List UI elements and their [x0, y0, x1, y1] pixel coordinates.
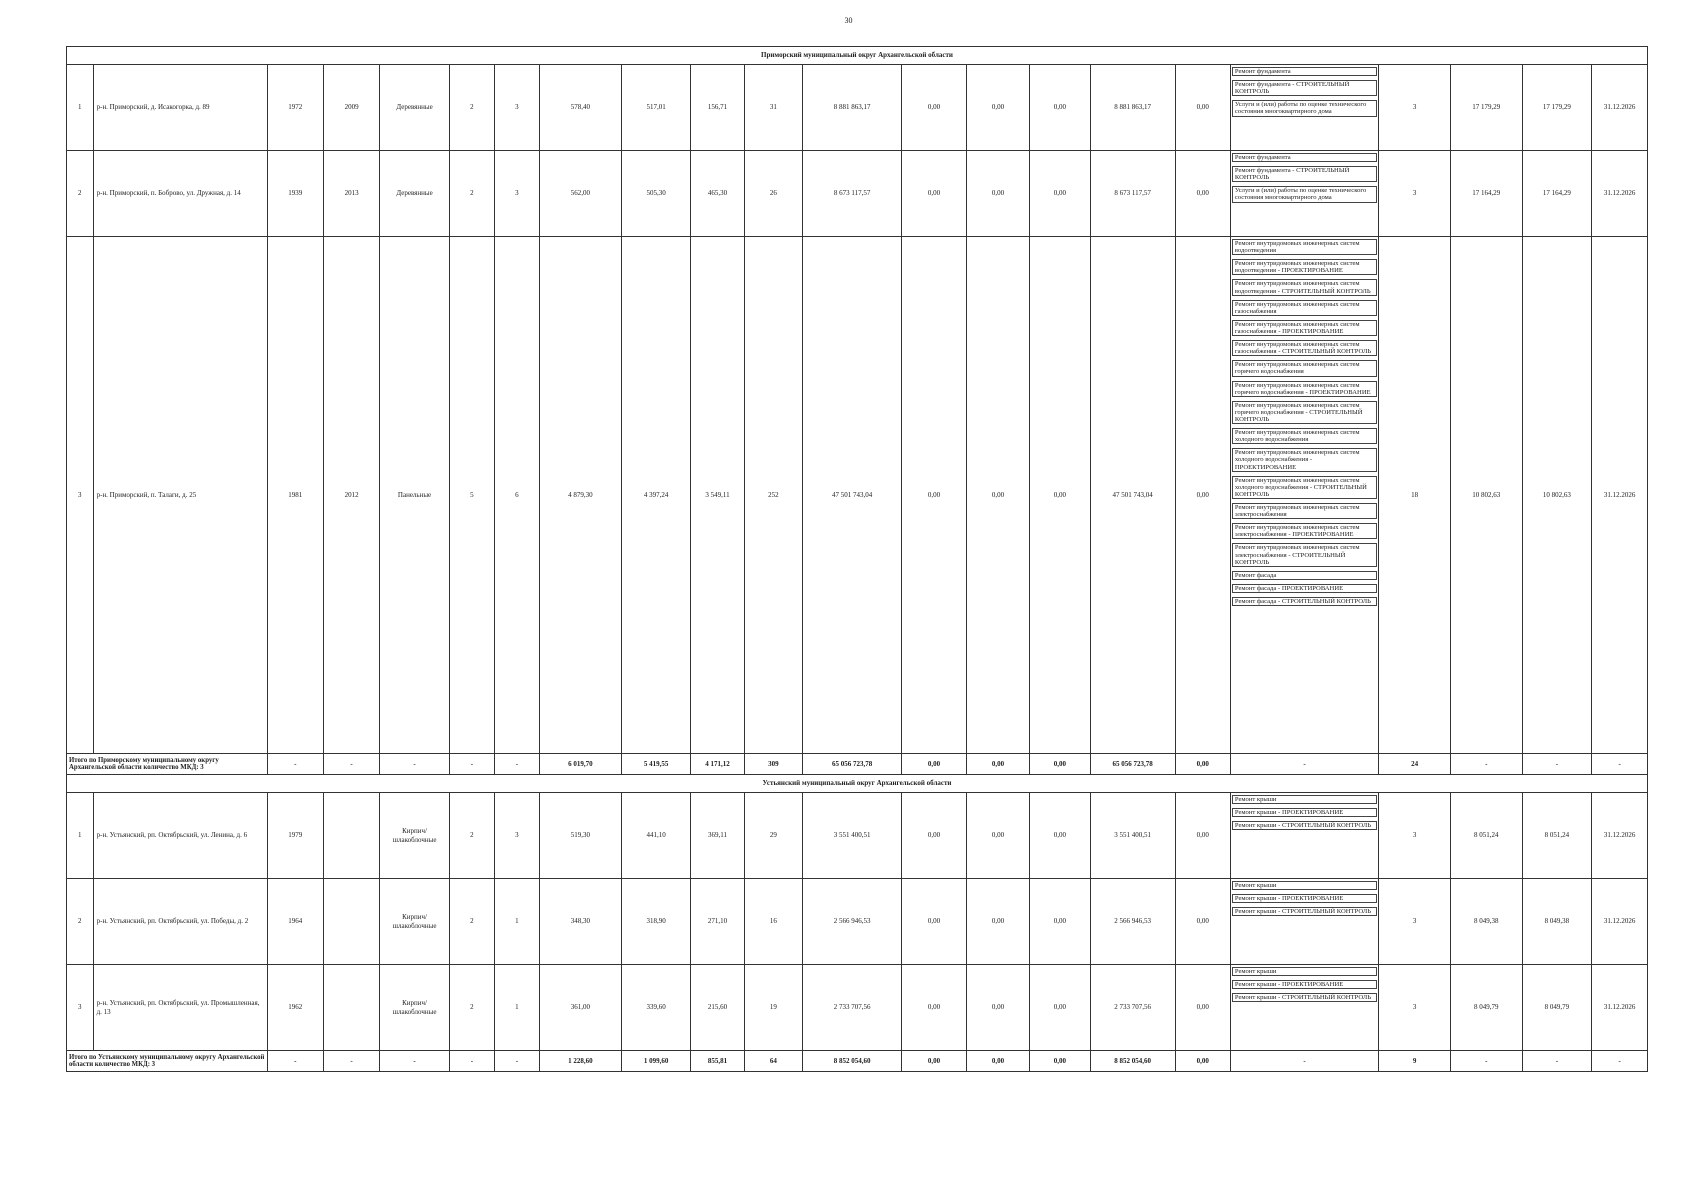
address-cell: р-н. Приморский, п. Талаги, д. 25	[93, 237, 267, 754]
dash-cell: -	[1592, 1051, 1648, 1072]
unit-cost-cell: 8 051,24	[1450, 793, 1522, 879]
year-built-cell: 1964	[267, 879, 323, 965]
row-number: 1	[67, 65, 94, 151]
work-item: Ремонт крыши - СТРОИТЕЛЬНЫЙ КОНТРОЛЬ	[1232, 821, 1377, 830]
fund-reg-cell: 0,00	[966, 151, 1029, 237]
total-area-living: 855,81	[691, 1051, 744, 1072]
area-total-cell: 361,00	[539, 965, 621, 1051]
residents-cell: 16	[744, 879, 802, 965]
entrances-cell: 1	[494, 965, 539, 1051]
total-row	[67, 754, 1648, 775]
max-unit-cost-cell: 8 049,79	[1522, 965, 1592, 1051]
works-cell	[1230, 151, 1378, 237]
total-area-total: 6 019,70	[539, 754, 621, 775]
work-item: Ремонт фундамента - СТРОИТЕЛЬНЫЙ КОНТРОЛЬ	[1232, 80, 1377, 96]
area-living-cell: 465,30	[691, 151, 744, 237]
area-rooms-cell: 517,01	[621, 65, 691, 151]
deadline-cell: 31.12.2026	[1592, 965, 1648, 1051]
walls-cell: Кирпич/ шлакоблочные	[380, 793, 450, 879]
work-item: Ремонт внутридомовых инженерных систем горячего водоснабжения - СТРОИТЕЛЬНЫЙ КОНТРОЛЬ	[1232, 401, 1377, 424]
work-item: Услуги и (или) работы по оценке технического состояния многоквартирного дома	[1232, 186, 1377, 202]
dash-cell: -	[494, 754, 539, 775]
work-item: Ремонт фасада	[1232, 571, 1377, 580]
total-fund-mun: 0,00	[1030, 754, 1090, 775]
table-row	[67, 879, 1648, 965]
floors-cell: 2	[449, 151, 494, 237]
work-item: Ремонт крыши - ПРОЕКТИРОВАНИЕ	[1232, 894, 1377, 903]
total-fund-mun: 0,00	[1030, 1051, 1090, 1072]
fund-mun-cell: 0,00	[1030, 793, 1090, 879]
floors-cell: 2	[449, 879, 494, 965]
total-fund-fed: 0,00	[902, 754, 966, 775]
total-row	[67, 1051, 1648, 1072]
total-area-rooms: 5 419,55	[621, 754, 691, 775]
work-item: Ремонт внутридомовых инженерных систем горячего водоснабжения	[1232, 360, 1377, 376]
floors-cell: 5	[449, 237, 494, 754]
max-unit-cost-cell: 17 179,29	[1522, 65, 1592, 151]
walls-cell: Панельные	[380, 237, 450, 754]
cost-total-cell: 47 501 743,04	[802, 237, 901, 754]
fund-reg-cell: 0,00	[966, 793, 1029, 879]
works-list	[1231, 793, 1378, 832]
total-works-count: 9	[1379, 1051, 1451, 1072]
total-fund-reg: 0,00	[966, 1051, 1029, 1072]
work-item: Ремонт внутридомовых инженерных систем газоснабжения - СТРОИТЕЛЬНЫЙ КОНТРОЛЬ	[1232, 340, 1377, 356]
year-renov-cell: 2009	[323, 65, 379, 151]
fund-owners-cell: 2 566 946,53	[1090, 879, 1175, 965]
fund-other-cell: 0,00	[1175, 793, 1230, 879]
area-rooms-cell: 4 397,24	[621, 237, 691, 754]
table-row	[67, 237, 1648, 754]
fund-fed-cell: 0,00	[902, 151, 966, 237]
work-item: Ремонт крыши	[1232, 881, 1377, 890]
entrances-cell: 3	[494, 151, 539, 237]
work-item: Ремонт внутридомовых инженерных систем электроснабжения	[1232, 503, 1377, 519]
works-count-cell: 3	[1379, 151, 1451, 237]
year-renov-cell	[323, 793, 379, 879]
dash-cell: -	[1450, 1051, 1522, 1072]
area-rooms-cell: 318,90	[621, 879, 691, 965]
works-cell	[1230, 237, 1378, 754]
total-label: Итого по Устьянскому муниципальному округу Архангельской области количество МКД: 3	[67, 1051, 268, 1072]
year-renov-cell: 2012	[323, 237, 379, 754]
total-area-total: 1 228,60	[539, 1051, 621, 1072]
section-header-row	[67, 47, 1648, 65]
address-cell: р-н. Устьянский, рп. Октябрьский, ул. Победы, д. 2	[93, 879, 267, 965]
unit-cost-cell: 8 049,38	[1450, 879, 1522, 965]
area-living-cell: 3 549,11	[691, 237, 744, 754]
year-renov-cell	[323, 965, 379, 1051]
area-total-cell: 348,30	[539, 879, 621, 965]
total-cost-total: 8 852 054,60	[802, 1051, 901, 1072]
dash-cell: -	[494, 1051, 539, 1072]
address-cell: р-н. Приморский, п. Боброво, ул. Дружная, д. 14	[93, 151, 267, 237]
unit-cost-cell: 17 179,29	[1450, 65, 1522, 151]
fund-other-cell: 0,00	[1175, 151, 1230, 237]
year-built-cell: 1981	[267, 237, 323, 754]
fund-fed-cell: 0,00	[902, 793, 966, 879]
work-item: Услуги и (или) работы по оценке технического состояния многоквартирного дома	[1232, 100, 1377, 116]
dash-cell: -	[323, 754, 379, 775]
work-item: Ремонт внутридомовых инженерных систем электроснабжения - СТРОИТЕЛЬНЫЙ КОНТРОЛЬ	[1232, 543, 1377, 566]
fund-reg-cell: 0,00	[966, 965, 1029, 1051]
address-cell: р-н. Приморский, д. Исакогорка, д. 89	[93, 65, 267, 151]
dash-cell: -	[267, 1051, 323, 1072]
section-header-row	[67, 775, 1648, 793]
works-count-cell: 18	[1379, 237, 1451, 754]
walls-cell: Кирпич/ шлакоблочные	[380, 965, 450, 1051]
works-list	[1231, 151, 1378, 205]
walls-cell: Деревянные	[380, 65, 450, 151]
floors-cell: 2	[449, 965, 494, 1051]
year-renov-cell: 2013	[323, 151, 379, 237]
area-rooms-cell: 441,10	[621, 793, 691, 879]
residents-cell: 31	[744, 65, 802, 151]
entrances-cell: 6	[494, 237, 539, 754]
works-count-cell: 3	[1379, 965, 1451, 1051]
fund-owners-cell: 47 501 743,04	[1090, 237, 1175, 754]
works-list	[1231, 965, 1378, 1004]
work-item: Ремонт внутридомовых инженерных систем холодного водоснабжения - ПРОЕКТИРОВАНИЕ	[1232, 448, 1377, 471]
fund-fed-cell: 0,00	[902, 237, 966, 754]
work-item: Ремонт внутридомовых инженерных систем водоотведения	[1232, 239, 1377, 255]
dash-cell: -	[1230, 754, 1378, 775]
max-unit-cost-cell: 8 049,38	[1522, 879, 1592, 965]
work-item: Ремонт крыши	[1232, 795, 1377, 804]
entrances-cell: 3	[494, 65, 539, 151]
row-number: 1	[67, 793, 94, 879]
area-rooms-cell: 339,60	[621, 965, 691, 1051]
work-item: Ремонт внутридомовых инженерных систем холодного водоснабжения - СТРОИТЕЛЬНЫЙ КОНТРОЛЬ	[1232, 476, 1377, 499]
cost-total-cell: 8 881 863,17	[802, 65, 901, 151]
work-item: Ремонт внутридомовых инженерных систем холодного водоснабжения	[1232, 428, 1377, 444]
work-item: Ремонт фундамента	[1232, 153, 1377, 162]
work-item: Ремонт фундамента - СТРОИТЕЛЬНЫЙ КОНТРОЛЬ	[1232, 166, 1377, 182]
area-total-cell: 4 879,30	[539, 237, 621, 754]
total-works-count: 24	[1379, 754, 1451, 775]
area-total-cell: 578,40	[539, 65, 621, 151]
dash-cell: -	[380, 754, 450, 775]
dash-cell: -	[1522, 1051, 1592, 1072]
fund-other-cell: 0,00	[1175, 965, 1230, 1051]
year-built-cell: 1972	[267, 65, 323, 151]
year-built-cell: 1939	[267, 151, 323, 237]
dash-cell: -	[323, 1051, 379, 1072]
work-item: Ремонт крыши	[1232, 967, 1377, 976]
dash-cell: -	[267, 754, 323, 775]
work-item: Ремонт внутридомовых инженерных систем горячего водоснабжения - ПРОЕКТИРОВАНИЕ	[1232, 381, 1377, 397]
deadline-cell: 31.12.2026	[1592, 793, 1648, 879]
year-built-cell: 1979	[267, 793, 323, 879]
deadline-cell: 31.12.2026	[1592, 879, 1648, 965]
total-cost-total: 65 056 723,78	[802, 754, 901, 775]
works-cell	[1230, 879, 1378, 965]
year-renov-cell	[323, 879, 379, 965]
work-item: Ремонт крыши - СТРОИТЕЛЬНЫЙ КОНТРОЛЬ	[1232, 993, 1377, 1002]
cost-total-cell: 2 733 707,56	[802, 965, 901, 1051]
residents-cell: 29	[744, 793, 802, 879]
works-cell	[1230, 65, 1378, 151]
work-item: Ремонт крыши - СТРОИТЕЛЬНЫЙ КОНТРОЛЬ	[1232, 907, 1377, 916]
cost-total-cell: 8 673 117,57	[802, 151, 901, 237]
fund-reg-cell: 0,00	[966, 879, 1029, 965]
fund-mun-cell: 0,00	[1030, 151, 1090, 237]
work-item: Ремонт крыши - ПРОЕКТИРОВАНИЕ	[1232, 980, 1377, 989]
walls-cell: Кирпич/ шлакоблочные	[380, 879, 450, 965]
work-item: Ремонт крыши - ПРОЕКТИРОВАНИЕ	[1232, 808, 1377, 817]
total-residents: 64	[744, 1051, 802, 1072]
fund-owners-cell: 2 733 707,56	[1090, 965, 1175, 1051]
fund-mun-cell: 0,00	[1030, 65, 1090, 151]
fund-fed-cell: 0,00	[902, 965, 966, 1051]
cost-total-cell: 3 551 400,51	[802, 793, 901, 879]
works-count-cell: 3	[1379, 879, 1451, 965]
total-fund-owners: 65 056 723,78	[1090, 754, 1175, 775]
works-count-cell: 3	[1379, 793, 1451, 879]
total-area-rooms: 1 099,60	[621, 1051, 691, 1072]
work-item: Ремонт внутридомовых инженерных систем электроснабжения - ПРОЕКТИРОВАНИЕ	[1232, 523, 1377, 539]
works-list	[1231, 879, 1378, 918]
works-list	[1231, 65, 1378, 119]
works-cell	[1230, 793, 1378, 879]
dash-cell: -	[1592, 754, 1648, 775]
area-living-cell: 271,10	[691, 879, 744, 965]
deadline-cell: 31.12.2026	[1592, 151, 1648, 237]
page-number: 30	[844, 16, 853, 25]
area-living-cell: 215,60	[691, 965, 744, 1051]
fund-mun-cell: 0,00	[1030, 965, 1090, 1051]
deadline-cell: 31.12.2026	[1592, 237, 1648, 754]
dash-cell: -	[1230, 1051, 1378, 1072]
area-living-cell: 369,11	[691, 793, 744, 879]
row-number: 3	[67, 237, 94, 754]
total-residents: 309	[744, 754, 802, 775]
fund-owners-cell: 3 551 400,51	[1090, 793, 1175, 879]
fund-other-cell: 0,00	[1175, 237, 1230, 754]
row-number: 2	[67, 151, 94, 237]
row-number: 3	[67, 965, 94, 1051]
works-cell	[1230, 965, 1378, 1051]
works-list	[1231, 237, 1378, 608]
fund-fed-cell: 0,00	[902, 879, 966, 965]
max-unit-cost-cell: 8 051,24	[1522, 793, 1592, 879]
max-unit-cost-cell: 10 802,63	[1522, 237, 1592, 754]
entrances-cell: 1	[494, 879, 539, 965]
section-title: Устьянский муниципальный округ Архангельской области	[67, 775, 1648, 793]
total-label: Итого по Приморскому муниципальному округу Архангельской области количество МКД: 3	[67, 754, 268, 775]
year-built-cell: 1962	[267, 965, 323, 1051]
total-area-living: 4 171,12	[691, 754, 744, 775]
unit-cost-cell: 8 049,79	[1450, 965, 1522, 1051]
total-fund-fed: 0,00	[902, 1051, 966, 1072]
total-fund-reg: 0,00	[966, 754, 1029, 775]
dash-cell: -	[449, 754, 494, 775]
work-item: Ремонт фундамента	[1232, 67, 1377, 76]
fund-fed-cell: 0,00	[902, 65, 966, 151]
area-total-cell: 562,00	[539, 151, 621, 237]
address-cell: р-н. Устьянский, рп. Октябрьский, ул. Промышленная, д. 13	[93, 965, 267, 1051]
fund-owners-cell: 8 673 117,57	[1090, 151, 1175, 237]
work-item: Ремонт фасада - ПРОЕКТИРОВАНИЕ	[1232, 584, 1377, 593]
work-item: Ремонт внутридомовых инженерных систем газоснабжения	[1232, 300, 1377, 316]
fund-reg-cell: 0,00	[966, 237, 1029, 754]
total-fund-owners: 8 852 054,60	[1090, 1051, 1175, 1072]
area-living-cell: 156,71	[691, 65, 744, 151]
residents-cell: 26	[744, 151, 802, 237]
walls-cell: Деревянные	[380, 151, 450, 237]
fund-owners-cell: 8 881 863,17	[1090, 65, 1175, 151]
unit-cost-cell: 10 802,63	[1450, 237, 1522, 754]
dash-cell: -	[449, 1051, 494, 1072]
floors-cell: 2	[449, 65, 494, 151]
fund-mun-cell: 0,00	[1030, 237, 1090, 754]
residents-cell: 252	[744, 237, 802, 754]
dash-cell: -	[1450, 754, 1522, 775]
residents-cell: 19	[744, 965, 802, 1051]
max-unit-cost-cell: 17 164,29	[1522, 151, 1592, 237]
table-row	[67, 793, 1648, 879]
work-item: Ремонт фасада - СТРОИТЕЛЬНЫЙ КОНТРОЛЬ	[1232, 597, 1377, 606]
floors-cell: 2	[449, 793, 494, 879]
work-item: Ремонт внутридомовых инженерных систем водоотведения - ПРОЕКТИРОВАНИЕ	[1232, 259, 1377, 275]
total-fund-other: 0,00	[1175, 754, 1230, 775]
fund-mun-cell: 0,00	[1030, 879, 1090, 965]
work-item: Ремонт внутридомовых инженерных систем газоснабжения - ПРОЕКТИРОВАНИЕ	[1232, 320, 1377, 336]
deadline-cell: 31.12.2026	[1592, 65, 1648, 151]
works-count-cell: 3	[1379, 65, 1451, 151]
repair-program-table	[66, 46, 1648, 1072]
table-row	[67, 965, 1648, 1051]
section-title: Приморский муниципальный округ Архангельской области	[67, 47, 1648, 65]
dash-cell: -	[380, 1051, 450, 1072]
total-fund-other: 0,00	[1175, 1051, 1230, 1072]
fund-other-cell: 0,00	[1175, 65, 1230, 151]
work-item: Ремонт внутридомовых инженерных систем водоотведения - СТРОИТЕЛЬНЫЙ КОНТРОЛЬ	[1232, 279, 1377, 295]
address-cell: р-н. Устьянский, рп. Октябрьский, ул. Ленина, д. 6	[93, 793, 267, 879]
entrances-cell: 3	[494, 793, 539, 879]
row-number: 2	[67, 879, 94, 965]
cost-total-cell: 2 566 946,53	[802, 879, 901, 965]
table-row	[67, 151, 1648, 237]
fund-other-cell: 0,00	[1175, 879, 1230, 965]
area-total-cell: 519,30	[539, 793, 621, 879]
table-row	[67, 65, 1648, 151]
fund-reg-cell: 0,00	[966, 65, 1029, 151]
unit-cost-cell: 17 164,29	[1450, 151, 1522, 237]
area-rooms-cell: 505,30	[621, 151, 691, 237]
dash-cell: -	[1522, 754, 1592, 775]
